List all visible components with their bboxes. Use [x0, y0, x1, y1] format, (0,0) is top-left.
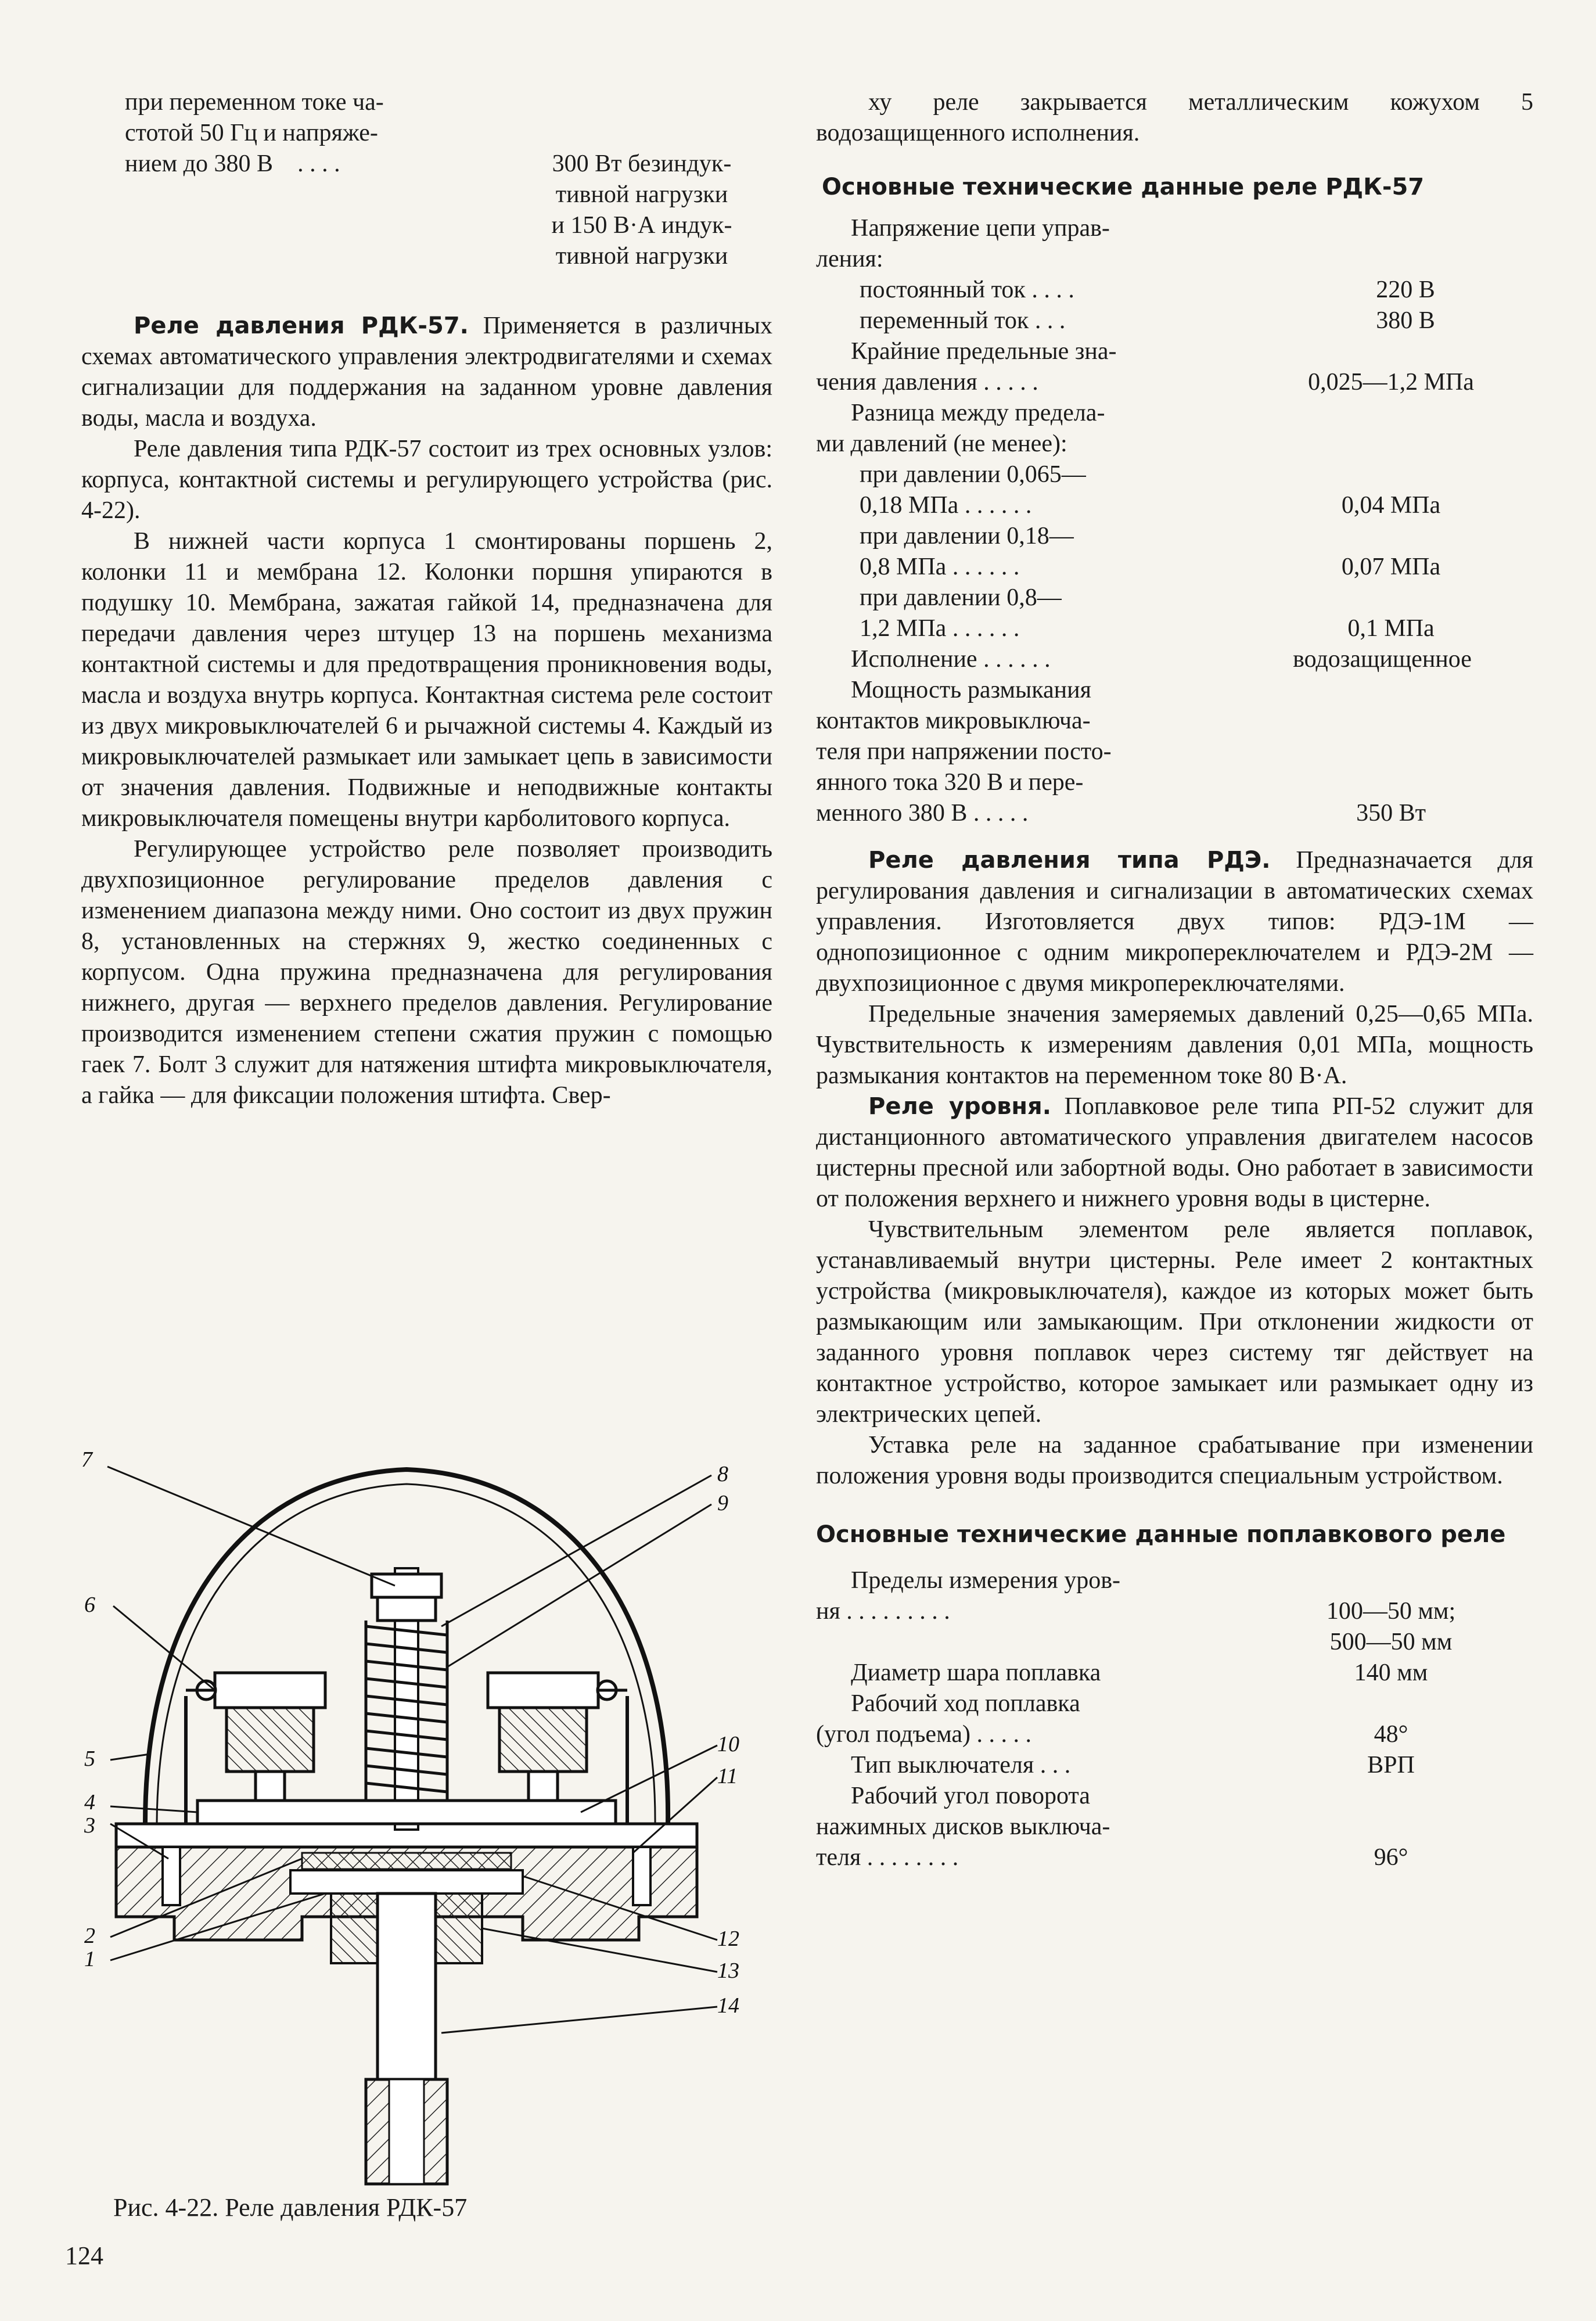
- spec-row-ac: переменный ток . . . 380 В: [860, 307, 1435, 334]
- rdk-specs-heading: Основные технические данные реле РДК-57: [822, 174, 1425, 200]
- top-spec-right: [508, 149, 775, 272]
- spec-label: теля при напряжении посто-: [816, 738, 1112, 765]
- spec-label: ми давлений (не менее):: [816, 430, 1067, 457]
- label-12: 12: [717, 1927, 739, 1951]
- rdk-structure-paragraph: Реле давления типа РДК-57 состоит из трех основных узлов: корпуса, контактной системы и регулирующего устройства (рис. 4-22).: [81, 436, 772, 524]
- spec-label: Пределы измерения уров-: [851, 1567, 1121, 1594]
- spec-value: тивной нагрузки: [555, 181, 728, 208]
- spec-label: ления:: [816, 246, 883, 272]
- spec-line: стотой 50 Гц и напряже-: [125, 120, 378, 146]
- rdk-specs-table: [816, 213, 1507, 829]
- continued-paragraph: ху реле закрывается металлическим кожухом 5 водозащищенного исполнения.: [816, 89, 1533, 146]
- spec-row-p3: 1,2 МПа . . . . . . 0,1 МПа: [860, 615, 1435, 642]
- spec-line: при переменном токе ча-: [125, 89, 384, 116]
- spec-row-power: менного 380 В . . . . . 350 Вт: [816, 800, 1426, 827]
- spec-value: и 150 В·А индук-: [551, 212, 732, 239]
- microswitch-right: [488, 1673, 627, 1818]
- rdk-intro-paragraph: Реле давления РДК-57. Применяется в различных схемах автоматического управления электродвигателями и схемах сигнализации для поддержания на заданном уровне давления воды, масла и воздуха.: [81, 312, 773, 432]
- label-14: 14: [717, 1993, 739, 2018]
- rde-limits-paragraph: Предельные значения замеряемых давлений 0,25—0,65 МПа. Чувствительность к измерениям давления 0,01 МПа, мощность размыкания контактов на переменном токе 80 В·А.: [816, 1001, 1533, 1089]
- label-13: 13: [717, 1959, 739, 1983]
- spec-row-diameter: Диаметр шара поплавка 140 мм: [851, 1659, 1428, 1686]
- spec-label: нажимных дисков выключа-: [816, 1813, 1110, 1840]
- lever-system: [197, 1801, 616, 1824]
- relay-diagram-figure: [81, 1452, 772, 2190]
- rde-paragraph: Реле давления типа РДЭ. Предназначается для регулирования давления и сигнализации в автоматических схемах управления. Изготовляется двух типов: РДЭ-1М — однопозиционное с одним микропереключателем и РДЭ-2М — двухпозиционное с двумя микропереключателями.: [816, 847, 1533, 997]
- label-3: 3: [84, 1813, 95, 1838]
- top-spec-left: [125, 87, 566, 179]
- rdk-body-paragraph: В нижней части корпуса 1 смонтированы поршень 2, колонки 11 и мембрана 12. Колонки поршня упираются в подушку 10. Мембрана, зажатая гайкой 14, предназначена для передачи давления через штуцер 13 на поршень механизма контактной системы и для предотвращения проникновения воды, масла и воздуха внутрь корпуса. Контактная система реле состоит из двух микровыключателей 6 и рычажной системы 4. Каждый из микровыключателей размыкает или замыкает цепь в зависимости от значения давления. Подвижные и неподвижные контакты микровыключателя помещены внутри карболитового корпуса.: [81, 528, 772, 832]
- spec-row-p1: 0,18 МПа . . . . . . 0,04 МПа: [860, 492, 1441, 519]
- spec-value: тивной нагрузки: [555, 243, 728, 270]
- label-2: 2: [84, 1924, 95, 1948]
- spec-row-travel: (угол подъема) . . . . . 48°: [816, 1721, 1408, 1748]
- spec-label: Крайние предельные зна-: [851, 338, 1117, 365]
- figure-caption: Рис. 4-22. Реле давления РДК-57: [113, 2193, 468, 2222]
- label-6: 6: [84, 1593, 95, 1617]
- label-9: 9: [717, 1491, 728, 1515]
- spec-row-range: ня . . . . . . . . . 100—50 мм;: [816, 1598, 1456, 1625]
- spec-label: Рабочий ход поплавка: [851, 1690, 1080, 1717]
- label-10: 10: [717, 1732, 739, 1756]
- spec-line: нием до 380 В . . . .: [125, 150, 340, 177]
- level-element-paragraph: Чувствительным элементом реле является поплавок, устанавливаемый внутри цистерны. Реле имеет 2 контактных устройства (микровыключателя), каждое из которых может быть размыкающим или замыкающим. При отклонении жидкости от заданного уровня поплавок через систему тяг действует на контактное устройство, которое замыкает или размыкает одну из электрических цепей.: [816, 1216, 1533, 1428]
- level-relay-paragraph: Реле уровня. Поплавковое реле типа РП-52 служит для дистанционного автоматического управления двигателем насосов цистерны пресной или забортной воды. Оно работает в зависимости от положения верхнего и нижнего уровня воды в цистерне.: [816, 1093, 1534, 1212]
- spec-row-range-2: 500—50 мм: [1329, 1629, 1453, 1655]
- label-5: 5: [84, 1747, 95, 1771]
- left-column: [81, 87, 772, 1111]
- spec-label: Напряжение цепи управ-: [851, 215, 1110, 242]
- page-number: 124: [65, 2241, 103, 2270]
- level-setting-paragraph: Уставка реле на заданное срабатывание при изменении положения уровня воды производится специальным устройством.: [816, 1432, 1533, 1489]
- spec-row-dc: постоянный ток . . . . 220 В: [860, 276, 1435, 303]
- spec-label: Разница между предела-: [851, 400, 1105, 426]
- spec-row-limits: чения давления . . . . . 0,025—1,2 МПа: [816, 369, 1474, 396]
- spec-row-exec: Исполнение . . . . . . водозащищенное: [851, 646, 1472, 673]
- right-column: [816, 87, 1533, 1873]
- microswitch-left: [186, 1673, 325, 1818]
- float-specs-table: [816, 1565, 1507, 1873]
- rdk-regulator-paragraph: Регулирующее устройство реле позволяет производить двухпозиционное регулирование пределов давления с изменением диапазона между ними. Оно состоит из двух пружин 8, установленных на стержнях 9, жестко соединенных с корпусом. Одна пружина предназначена для регулирования нижнего, другая — верхнего пределов давления. Регулирование производится изменением степени сжатия пружин с помощью гаек 7. Болт 3 служит для натяжения штифта микровыключателя, а гайка — для фиксации положения штифта. Свер-: [81, 836, 772, 1109]
- spec-label: при давлении 0,18—: [860, 523, 1074, 549]
- label-1: 1: [84, 1947, 95, 1971]
- spec-row-p2: 0,8 МПа . . . . . . 0,07 МПа: [860, 554, 1441, 580]
- label-4: 4: [84, 1790, 95, 1815]
- relay-drawing: [81, 1452, 772, 2190]
- spec-label: янного тока 320 В и пере-: [816, 769, 1084, 796]
- spec-label: при давлении 0,8—: [860, 584, 1062, 611]
- spec-label: при давлении 0,065—: [860, 461, 1086, 488]
- spec-row-switch-type: Тип выключателя . . . ВРП: [851, 1752, 1415, 1779]
- spec-label: Мощность размыкания: [851, 677, 1091, 703]
- label-8: 8: [717, 1462, 728, 1486]
- spec-value: 300 Вт безиндук-: [552, 150, 732, 177]
- top-spec-block: [81, 87, 772, 285]
- float-specs-heading: Основные технические данные поплавкового реле: [816, 1521, 1506, 1548]
- label-7: 7: [81, 1452, 92, 1472]
- spec-label: контактов микровыключа-: [816, 707, 1091, 734]
- spec-row-angle: теля . . . . . . . . 96°: [816, 1844, 1408, 1871]
- label-11: 11: [717, 1764, 738, 1788]
- spec-label: Рабочий угол поворота: [851, 1783, 1090, 1809]
